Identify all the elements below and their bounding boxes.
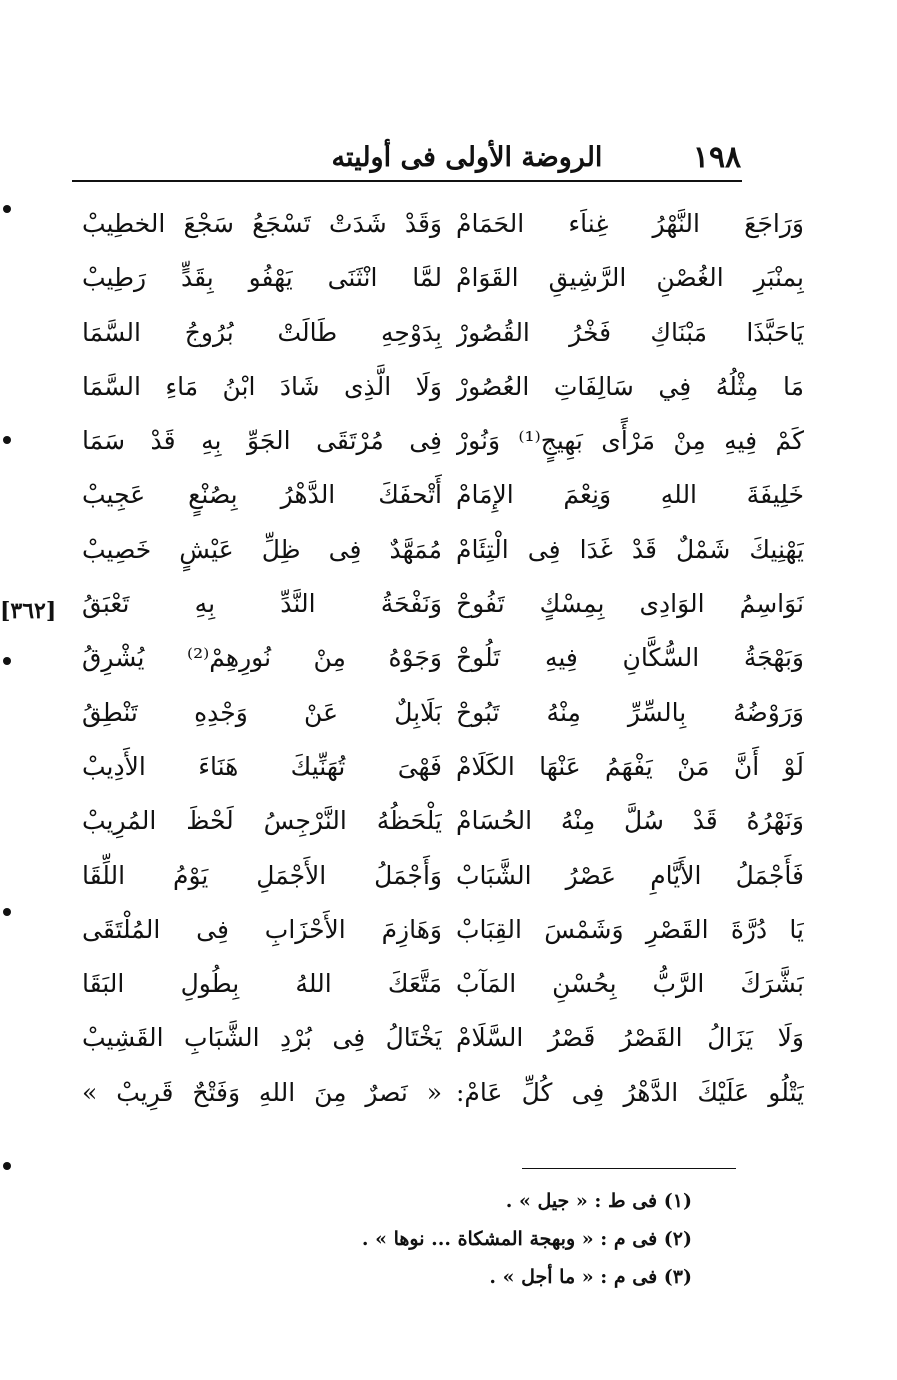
- verse-line: [70, 956, 804, 1010]
- second-hemistich: وَلَا الَّذِى شَادَ ابْنُ مَاءِ السَّمَا: [82, 371, 442, 401]
- first-hemistich: كَمْ فِيهِ مِنْ مَرْأًى بَهِيجٍ⁽¹⁾ وَنُورْ: [456, 426, 804, 456]
- first-hemistich: نَوَاسِمُ الوَادِى بِمِسْكٍ تَفُوحْ: [456, 589, 804, 619]
- verse-line: [70, 305, 804, 359]
- first-hemistich: بَشَّرَكَ الرَّبُّ بِحُسْنِ المَآبْ: [456, 969, 804, 999]
- first-hemistich: فَأَجْمَلُ الأَيَّامِ عَصْرُ الشَّبَابْ: [456, 860, 804, 890]
- second-hemistich: يَلْحَظُهُ النَّرْجِسُ لَحْظَ المُرِيبْ: [82, 806, 442, 836]
- first-hemistich: وَرَوْضُهُ بِالسِّرِّ مِنْهُ تَبُوحْ: [456, 697, 804, 727]
- verse-line: [70, 739, 804, 793]
- second-hemistich: « نَصرٌ مِنَ اللهِ وَفَتْحٌ قَرِيبْ »: [82, 1077, 442, 1107]
- margin-dot: [3, 436, 11, 444]
- margin-dot: [3, 908, 11, 916]
- verse-line: [70, 1065, 804, 1119]
- first-hemistich: وَبَهْجَةُ السُّكَّانِ فِيهِ تَلُوحْ: [456, 643, 804, 673]
- verse-line: [70, 1010, 804, 1064]
- verse-line: [70, 902, 804, 956]
- verse-line: [70, 359, 804, 413]
- footnote-number: (٣): [663, 1266, 692, 1288]
- second-hemistich: يَخْتَالُ فِى بُرْدِ الشَّبَابِ القَشِيبْ: [82, 1023, 442, 1053]
- verse-line: [70, 576, 804, 630]
- footnote: [300, 1258, 692, 1296]
- first-hemistich: وَرَاجَعَ النَّهْرُ غِناَء الحَمَامْ: [456, 209, 804, 238]
- verse-line: [70, 630, 804, 684]
- verse-line: [70, 793, 804, 847]
- footnote: [300, 1182, 692, 1220]
- verse-line: [70, 413, 804, 467]
- running-title: الروضة الأولى فى أوليته: [331, 142, 603, 173]
- running-header: [72, 140, 742, 180]
- second-hemistich: مُمَهَّدٌ فِى ظِلِّ عَيْشٍ خَصِيبْ: [82, 534, 442, 564]
- first-hemistich: وَلَا يَزَالُ القَصْرُ قَصْرُ السَّلَامْ: [456, 1023, 804, 1053]
- footnotes: [300, 1182, 692, 1296]
- second-hemistich: وَهَازِمَ الأَحْزَابِ فِى المُلْتَقَى: [82, 914, 442, 944]
- footnote-number: (٢): [663, 1228, 692, 1250]
- first-hemistich: بِمنْبَرِ الغُصْنِ الرَّشِيقِ القَوَامْ: [456, 263, 804, 293]
- footnote-text: فى م : « وبهجة المشكاة ... نوها » .: [361, 1228, 658, 1250]
- verse-line: [70, 685, 804, 739]
- second-hemistich: بِدَوْحِهِ طَالَتْ بُرُوجُ السَّمَا: [82, 317, 442, 347]
- footnote: [300, 1220, 692, 1258]
- poem: [70, 196, 804, 1119]
- margin-dot: [3, 657, 11, 665]
- first-hemistich: يَتْلُو عَلَيْكَ الدَّهْرُ فِى كُلِّ عَامْ:: [456, 1077, 804, 1107]
- first-hemistich: وَنَهْرُهُ قَدْ سُلَّ مِنْهُ الحُسَامْ: [456, 806, 804, 836]
- margin-dot: [3, 205, 11, 213]
- header-rule: [72, 180, 742, 182]
- first-hemistich: يَا دُرَّةَ القَصْرِ وَشَمْسَ القِبَابْ: [456, 914, 804, 944]
- first-hemistich: لَوْ أَنَّ مَنْ يَفْهَمُ عَنْهَا الكَلَامْ: [456, 751, 804, 781]
- verse-line: [70, 196, 804, 250]
- page-number: ١٩٨: [692, 140, 742, 175]
- footnote-rule: [522, 1168, 736, 1169]
- second-hemistich: وَجَوْهُ مِنْ نُورِهِمْ⁽²⁾ يُشْرِقُ: [82, 643, 442, 673]
- footnote-text: فى م : « ما أجل » .: [489, 1266, 658, 1288]
- verse-line: [70, 250, 804, 304]
- first-hemistich: يَهْنِيكَ شَمْلٌ قَدْ غَدَا فِى الْتِئَامْ: [456, 534, 804, 564]
- second-hemistich: أَتْحفَكَ الدَّهْرُ بِصُنْعٍ عَجِيبْ: [82, 480, 442, 510]
- verse-line: [70, 848, 804, 902]
- verse-line: [70, 467, 804, 521]
- margin-dot: [3, 1162, 11, 1170]
- second-hemistich: فِى مُرْتَقَى الجَوِّ بِهِ قَدْ سَمَا: [82, 426, 442, 456]
- second-hemistich: مَتَّعَكَ اللهُ بِطُولِ البَقَا: [82, 969, 442, 999]
- second-hemistich: وَقَدْ شَدَتْ تَسْجَعُ سَجْعَ الخطِيبْ: [82, 209, 442, 238]
- margin-page-reference: [٣٦٢]: [0, 598, 57, 624]
- footnote-text: فى ط : « جيل » .: [505, 1190, 658, 1212]
- second-hemistich: لمَّا انْثَنَى يَهْفُو بِقَدٍّ رَطِيبْ: [82, 263, 442, 293]
- second-hemistich: فَهْىَ تُهَنِّيكَ هَنَاءَ الأَدِيبْ: [82, 751, 442, 781]
- second-hemistich: بَلَابِلٌ عَنْ وَجْدِهِ تَنْطِقُ: [82, 697, 442, 727]
- footnote-number: (١): [663, 1190, 692, 1212]
- second-hemistich: وَأَجْمَلُ الأَجْمَلِ يَوْمُ اللِّقَا: [82, 860, 442, 890]
- verse-line: [70, 522, 804, 576]
- first-hemistich: يَاحَبَّذَا مَبْنَاكِ فَخْرُ القُصُورْ: [456, 317, 804, 347]
- second-hemistich: وَنَفْحَةُ النَّدِّ بِهِ تَعْبَقُ: [82, 589, 442, 619]
- first-hemistich: مَا مِثْلُهُ فِي سَالِفَاتِ العُصُورْ: [456, 371, 804, 401]
- first-hemistich: خَلِيفَةَ اللهِ وَنِعْمَ الإِمَامْ: [456, 480, 804, 510]
